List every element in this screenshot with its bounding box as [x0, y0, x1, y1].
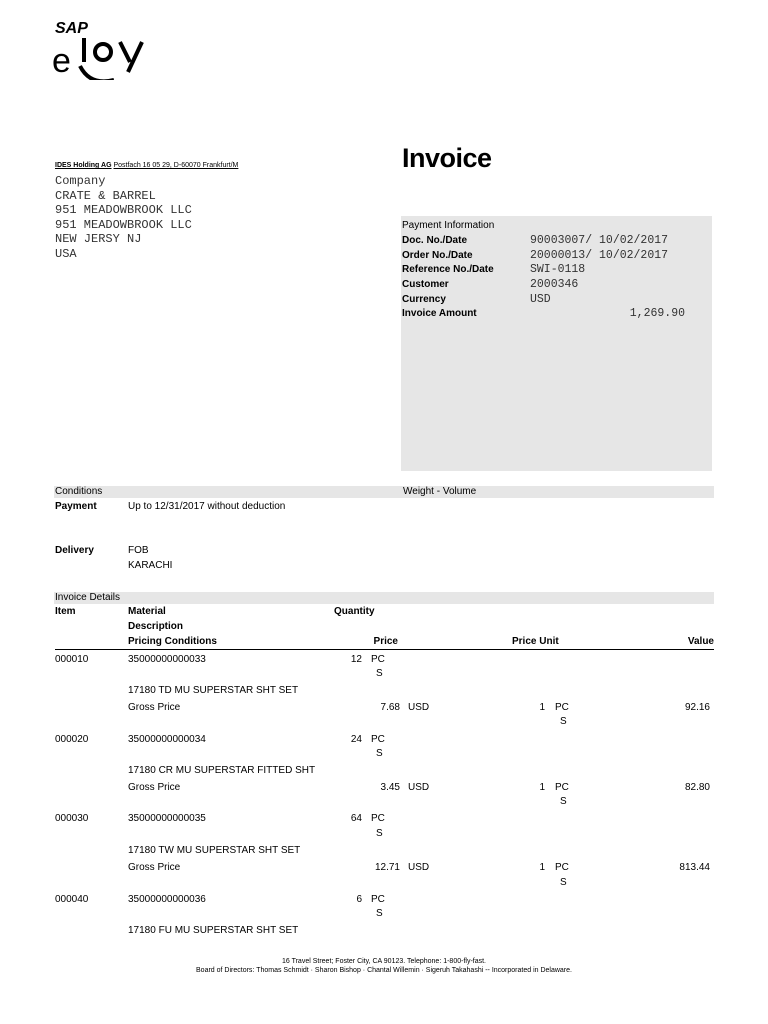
- price-currency: USD: [408, 862, 430, 873]
- item-description: 17180 TW MU SUPERSTAR SHT SET: [128, 845, 301, 856]
- quantity-unit: PC: [371, 734, 385, 745]
- quantity-unit: PC: [371, 894, 385, 905]
- delivery-label: Delivery: [55, 545, 94, 556]
- invoice-amount-value: 1,269.90: [629, 307, 685, 320]
- col-quantity: Quantity: [334, 606, 375, 617]
- item-description: 17180 FU MU SUPERSTAR SHT SET: [128, 925, 299, 936]
- address-line: 951 MEADOWBROOK LLC: [55, 203, 192, 218]
- logo-sap-text: SAP: [55, 20, 88, 37]
- quantity: 12: [350, 654, 362, 665]
- price-unit-qty: 1: [539, 782, 545, 793]
- quantity-unit-suffix: S: [376, 908, 383, 919]
- payment-label: Payment: [55, 501, 97, 512]
- address-line: USA: [55, 246, 77, 261]
- col-price-unit: Price Unit: [512, 636, 559, 647]
- page-footer: [0, 957, 768, 975]
- address-line: 951 MEADOWBROOK LLC: [55, 217, 192, 232]
- quantity-unit-suffix: S: [376, 748, 383, 759]
- document-title: Invoice: [402, 143, 492, 173]
- footer-address: 16 Travel Street; Foster City, CA 90123. Telephone: 1-800-fly-fast.: [281, 958, 486, 965]
- conditions-header: Conditions: [55, 486, 103, 497]
- footer-board: Board of Directors: Thomas Schmidt · Sharon Bishop · Chantal Willemin · Sigeruh Takahashi -- Incorporated in Delaware.: [196, 967, 572, 974]
- col-pricing-conditions: Pricing Conditions: [128, 636, 217, 647]
- col-description: Description: [128, 621, 184, 632]
- pricing-condition: Gross Price: [128, 702, 181, 713]
- weight-volume-header: Weight - Volume: [403, 486, 477, 497]
- col-value: Value: [687, 636, 714, 647]
- line-value: 92.16: [684, 702, 710, 713]
- price-unit-qty: 1: [539, 702, 545, 713]
- payment-terms: Up to 12/31/2017 without deduction: [128, 501, 286, 512]
- col-item: Item: [55, 606, 76, 617]
- payment-info-header: Payment Information: [402, 220, 495, 231]
- price: 7.68: [380, 702, 400, 713]
- quantity: 24: [350, 734, 362, 745]
- payment-info-panel: [401, 216, 712, 471]
- sender-line: [55, 162, 238, 169]
- order-no-label: Order No./Date: [402, 250, 473, 261]
- address-line: CRATE & BARREL: [55, 188, 156, 203]
- col-material: Material: [128, 606, 166, 617]
- item-number: 000040: [55, 894, 89, 905]
- invoice-amount-label: Invoice Amount: [402, 308, 477, 319]
- material-number: 35000000000033: [128, 654, 206, 665]
- order-no-value: 20000013/ 10/02/2017: [530, 249, 669, 262]
- reference-no-label: Reference No./Date: [402, 264, 494, 275]
- price-currency: USD: [408, 702, 430, 713]
- material-number: 35000000000034: [128, 734, 206, 745]
- price-unit-suffix: S: [560, 877, 567, 888]
- quantity-unit-suffix: S: [376, 668, 383, 679]
- delivery-term: FOB: [128, 545, 149, 556]
- line-value: 82.80: [684, 782, 710, 793]
- address-line: Company: [55, 174, 106, 188]
- currency-value: USD: [530, 293, 551, 306]
- item-number: 000010: [55, 654, 89, 665]
- item-number: 000020: [55, 734, 89, 745]
- sender-name: IDES Holding AG: [55, 162, 112, 169]
- price-unit-qty: 1: [539, 862, 545, 873]
- address-line: NEW JERSY NJ: [55, 232, 142, 247]
- invoice-details-header: Invoice Details: [55, 592, 121, 603]
- pricing-condition: Gross Price: [128, 782, 181, 793]
- customer-label: Customer: [402, 279, 449, 290]
- svg-text:e: e: [52, 42, 71, 80]
- quantity: 64: [350, 813, 362, 824]
- customer-value: 2000346: [530, 278, 579, 291]
- currency-label: Currency: [402, 294, 446, 305]
- conditions-bar: [54, 486, 714, 498]
- item-number: 000030: [55, 813, 89, 824]
- quantity-unit-suffix: S: [376, 828, 383, 839]
- doc-no-label: Doc. No./Date: [402, 235, 468, 246]
- invoice-details-bar: [54, 592, 714, 604]
- header-rule: [55, 649, 714, 650]
- material-number: 35000000000036: [128, 894, 206, 905]
- price: 12.71: [374, 862, 400, 873]
- price: 3.45: [380, 782, 400, 793]
- delivery-location: KARACHI: [128, 560, 173, 571]
- price-unit: PC: [555, 782, 569, 793]
- col-price: Price: [373, 636, 398, 647]
- material-number: 35000000000035: [128, 813, 206, 824]
- item-description: 17180 CR MU SUPERSTAR FITTED SHT: [128, 765, 316, 776]
- price-unit-suffix: S: [560, 716, 567, 727]
- item-description: 17180 TD MU SUPERSTAR SHT SET: [128, 685, 299, 696]
- recipient-address: [55, 174, 192, 262]
- price-unit: PC: [555, 702, 569, 713]
- price-unit-suffix: S: [560, 796, 567, 807]
- price-currency: USD: [408, 782, 430, 793]
- line-value: 813.44: [679, 862, 710, 873]
- quantity: 6: [356, 894, 362, 905]
- quantity-unit: PC: [371, 654, 385, 665]
- reference-no-value: SWI-0118: [530, 263, 586, 276]
- price-unit: PC: [555, 862, 569, 873]
- sender-address: Postfach 16 05 29, D-60070 Frankfurt/M: [113, 162, 239, 169]
- quantity-unit: PC: [371, 813, 385, 824]
- doc-no-value: 90003007/ 10/02/2017: [530, 234, 669, 247]
- pricing-condition: Gross Price: [128, 862, 181, 873]
- company-logo: [52, 14, 152, 80]
